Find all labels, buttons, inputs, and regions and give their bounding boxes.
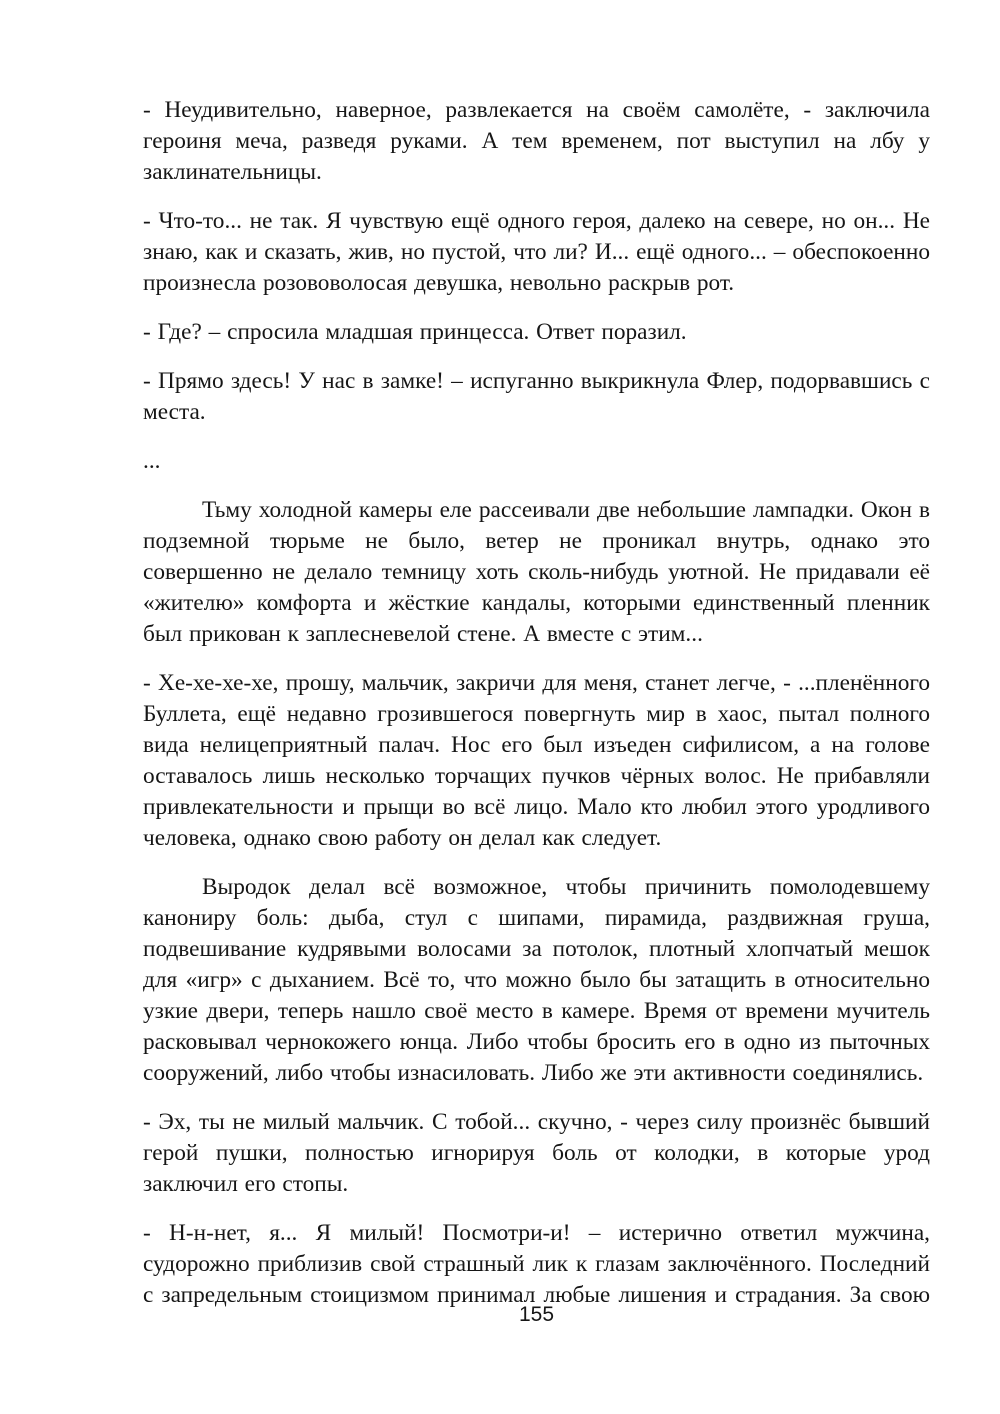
page-number: 155	[518, 1303, 555, 1326]
paragraph: - Эх, ты не милый мальчик. С тобой... скучно, - через силу произнёс бывший герой пушки, полностью игнорируя боль от колодки, в которые урод заключил его стопы.	[143, 1109, 930, 1197]
paragraph-separator: ...	[143, 448, 161, 474]
paragraph: - Неудивительно, наверное, развлекается на своём самолёте, - заключила героиня меча, разведя руками. А тем временем, пот выступил на лбу у заклинательницы.	[143, 97, 930, 185]
paragraph: - Хе-хе-хе-хе, прошу, мальчик, закричи для меня, станет легче, - ...пленённого Буллета, ещё недавно грозившегося повергнуть мир в хаос, пытал полного вида нелицеприятный палач. Нос его был изъеден сифилисом, а на голове оставалось лишь несколько торчащих пучков чёрных волос. Не прибавляли привлекательности и прыщи во всё лицо. Мало кто любил этого уродливого человека, однако свою работу он делал как следует.	[143, 670, 930, 851]
paragraph: - Прямо здесь! У нас в замке! – испуганно выкрикнула Флер, подорвавшись с места.	[143, 368, 930, 425]
paragraph: - Что-то... не так. Я чувствую ещё одного героя, далеко на севере, но он... Не знаю, как и сказать, жив, но пустой, что ли? И... ещё одного... – обеспокоенно произнесла розововолосая девушка, невольно раскрыв рот.	[143, 208, 930, 296]
page-text	[143, 95, 930, 1311]
paragraph: Тьму холодной камеры еле рассеивали две небольшие лампадки. Окон в подземной тюрьме не было, ветер не проникал внутрь, однако это совершенно не делало темницу хоть сколь-нибудь уютной. Не придавали её «жителю» комфорта и жёсткие кандалы, которыми единственный пленник был прикован к заплесневелой стене. А вместе с этим...	[143, 497, 930, 647]
paragraph: Выродок делал всё возможное, чтобы причинить помолодевшему канониру боль: дыба, стул с шипами, пирамида, раздвижная груша, подвешивание кудрявыми волосами за потолок, плотный хлопчатый мешок для «игр» с дыханием. Всё то, что можно было бы затащить в относительно узкие двери, теперь нашло своё место в камере. Время от времени мучитель расковывал чернокожего юнца. Либо чтобы бросить его в одно из пыточных сооружений, либо чтобы изнасиловать. Либо же эти активности соединялись.	[143, 874, 930, 1086]
paragraph: - Где? – спросила младшая принцесса. Ответ поразил.	[143, 319, 687, 345]
paragraph: - Н-н-нет, я... Я милый! Посмотри-и! – истерично ответил мужчина, судорожно приблизив свой страшный лик к глазам заключённого. Последний с запредельным стоицизмом принимал любые лишения и страдания. За свою	[143, 1220, 930, 1308]
